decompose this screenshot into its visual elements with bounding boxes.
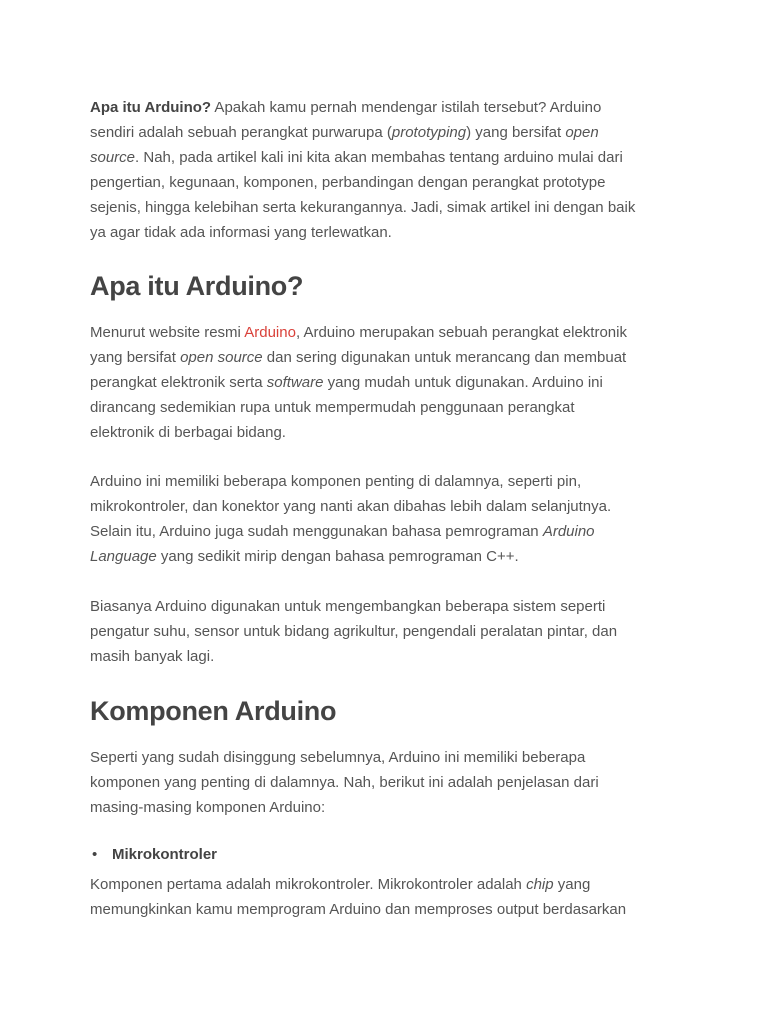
bullet-icon: •	[92, 846, 98, 863]
section-heading: Apa itu Arduino?	[90, 271, 304, 301]
text-line	[90, 745, 690, 770]
text-line	[90, 145, 690, 170]
text-run: perangkat elektronik serta	[90, 374, 267, 391]
text-line	[90, 220, 690, 245]
text-run: dan sering digunakan untuk merancang dan membuat	[262, 349, 627, 366]
italic-text: Arduino	[542, 523, 595, 540]
text-run: elektronik di berbagai bidang.	[90, 424, 286, 441]
paragraph	[90, 594, 690, 669]
italic-text: chip	[526, 876, 554, 893]
text-line	[90, 195, 690, 220]
text-line	[90, 795, 690, 820]
paragraph	[90, 320, 690, 445]
section-heading: Komponen Arduino	[90, 696, 337, 726]
text-run: pengatur suhu, sensor untuk bidang agrikultur, pengendali peralatan pintar, dan	[90, 623, 618, 640]
text-line	[90, 594, 690, 619]
text-line	[90, 170, 690, 195]
text-run: yang	[553, 876, 591, 893]
text-line	[90, 95, 690, 120]
italic-text: Language	[90, 548, 157, 565]
text-line	[90, 644, 690, 669]
text-run: yang mudah untuk digunakan. Arduino ini	[323, 374, 603, 391]
italic-text: open	[565, 124, 599, 141]
text-line	[90, 519, 690, 544]
text-run: ya agar tidak ada informasi yang terlewatkan.	[90, 224, 392, 241]
arduino-link[interactable]: Arduino	[244, 324, 296, 341]
paragraph	[90, 95, 690, 245]
text-run: masih banyak lagi.	[90, 648, 215, 665]
text-line	[90, 395, 690, 420]
text-run: dirancang sedemikian rupa untuk mempermudah penggunaan perangkat	[90, 399, 575, 416]
paragraph	[90, 469, 690, 569]
text-run: sejenis, hingga kelebihan serta kekurangannya. Jadi, simak artikel ini dengan baik	[90, 199, 636, 216]
list-item-label: Mikrokontroler	[112, 846, 218, 863]
text-line	[90, 469, 690, 494]
text-run: mikrokontroler, dan konektor yang nanti akan dibahas lebih dalam selanjutnya.	[90, 498, 612, 515]
text-run: komponen yang penting di dalamnya. Nah, berikut ini adalah penjelasan dari	[90, 774, 599, 791]
text-line	[90, 494, 690, 519]
italic-text: source	[90, 149, 136, 166]
text-run: Biasanya Arduino digunakan untuk mengembangkan beberapa sistem seperti	[90, 598, 606, 615]
text-run: Komponen pertama adalah mikrokontroler. Mikrokontroler adalah	[90, 876, 527, 893]
text-run: Apakah kamu pernah mendengar istilah tersebut? Arduino	[211, 99, 602, 116]
paragraph	[90, 872, 690, 922]
text-line	[90, 120, 690, 145]
text-run: ) yang bersifat	[466, 124, 566, 141]
text-run: yang sedikit mirip dengan bahasa pemrograman C++.	[156, 548, 519, 565]
italic-text: prototyping	[391, 124, 467, 141]
text-run: yang bersifat	[90, 349, 181, 366]
text-run: Arduino ini memiliki beberapa komponen penting di dalamnya, seperti pin,	[90, 473, 582, 490]
text-line	[90, 872, 690, 897]
text-line	[90, 544, 690, 569]
italic-text: open source	[180, 349, 263, 366]
text-run: , Arduino merupakan sebuah perangkat elektronik	[295, 324, 627, 341]
text-run: memungkinkan kamu memprogram Arduino dan memproses output berdasarkan	[90, 901, 627, 918]
text-run: Seperti yang sudah disinggung sebelumnya, Arduino ini memiliki beberapa	[90, 749, 586, 766]
text-run: Menurut website resmi	[90, 324, 245, 341]
text-run: pengertian, kegunaan, komponen, perbandingan dengan perangkat prototype	[90, 174, 606, 191]
text-line	[90, 345, 690, 370]
italic-text: software	[266, 374, 324, 391]
text-run: masing-masing komponen Arduino:	[90, 799, 326, 816]
text-line	[90, 420, 690, 445]
text-run: . Nah, pada artikel kali ini kita akan membahas tentang arduino mulai dari	[135, 149, 623, 166]
text-line	[90, 370, 690, 395]
list-item	[92, 842, 218, 867]
text-line	[90, 320, 690, 345]
text-run: Selain itu, Arduino juga sudah menggunakan bahasa pemrograman	[90, 523, 543, 540]
bold-text: Apa itu Arduino?	[90, 99, 212, 116]
text-run: sendiri adalah sebuah perangkat purwarupa (	[90, 124, 392, 141]
text-line	[90, 897, 690, 922]
text-line	[90, 770, 690, 795]
text-line	[90, 619, 690, 644]
paragraph	[90, 745, 690, 820]
